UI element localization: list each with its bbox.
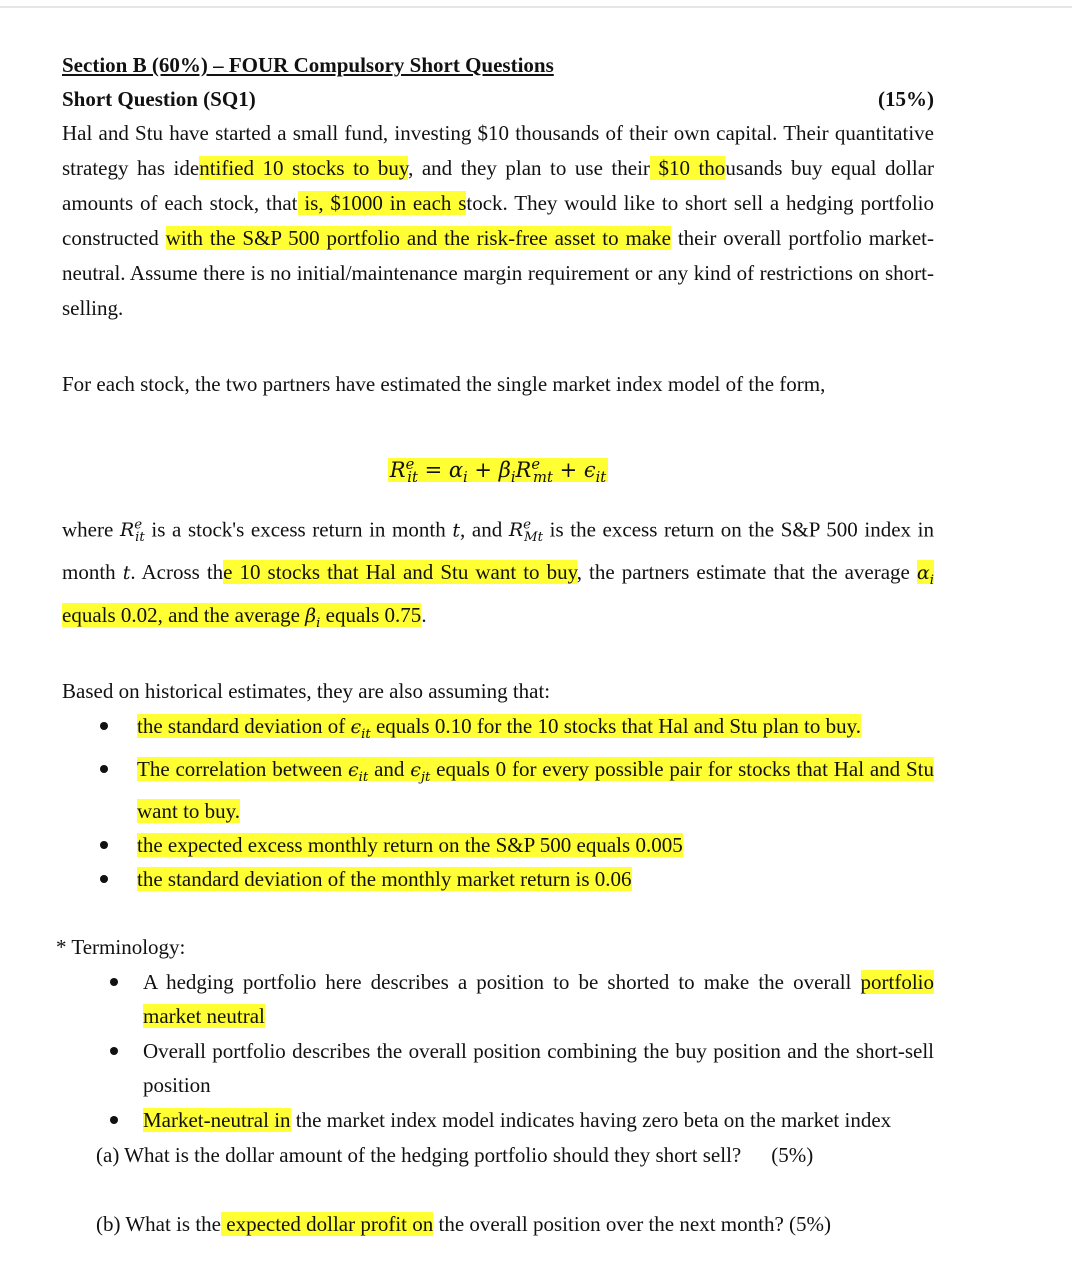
equation-block [62, 435, 934, 495]
model-equation: $R^e_{it} = \alpha_i + \beta_iR^e_{mt} + \epsilon_{it}$ [389, 456, 607, 487]
terminology-list [62, 965, 934, 1137]
top-border [0, 6, 1072, 8]
where-highlight-1: e 10 stocks that Hal and Stu want to buy [223, 560, 577, 585]
list-item: Overall portfolio describes the overall position combining the buy position and the short-sell position [62, 1034, 934, 1102]
bullet-icon [100, 765, 108, 773]
bullet-icon [100, 722, 108, 730]
intro-text-3: usands buy equal dollar amounts of each stock, that [62, 156, 935, 215]
where-highlight-2: $\alpha_i$ equals 0.02, and the average $\beta_i$ equals 0.75 [62, 562, 935, 631]
intro-highlight-4: with the S&P 500 portfolio and the risk-free asset to make [165, 226, 671, 250]
assumptions-list [62, 709, 934, 897]
document-page [56, 48, 935, 1242]
question-a-marks: (5%) [771, 1143, 814, 1168]
intro-highlight-3: is, $1000 in each s [297, 191, 467, 215]
question-header [62, 82, 934, 116]
section-title: Section B (60%) – FOUR Compulsory Short Questions [62, 53, 554, 77]
intro-highlight-2: $10 tho [649, 156, 726, 180]
question-b-highlight: expected dollar profit on [221, 1212, 434, 1237]
bullet-icon [110, 978, 118, 986]
list-item: A hedging portfolio here describes a position to be shorted to make the overall portfolio market neutral [62, 965, 934, 1033]
intro-paragraph [62, 116, 934, 326]
list-item: the standard deviation of the monthly market return is 0.06 [62, 862, 934, 896]
list-item: Market-neutral in the market index model indicates having zero beta on the market index [62, 1103, 934, 1137]
bullet-icon [100, 875, 108, 883]
bullet-icon [110, 1047, 118, 1055]
question-marks: (15%) [878, 87, 934, 111]
where-paragraph: where $R^e_{it}$ is a stock's excess return in month t, and $R^e_{Mt}$ is the excess return on the S&P 500 index in month t. Across the 10 stocks that Hal and Stu want to buy, the partners estimate that the average $\alpha_i$ equals 0.02, and the average $\beta_i$ equals 0.75. [62, 517, 935, 631]
terminology-heading: * Terminology: [56, 935, 186, 960]
intro-text-5: their overall portfolio market-neutral. Assume there is no initial/maintenance margin requirement or any kind of restrictions on short-selling. [62, 226, 935, 320]
intro-text-4: tock. They would like to short sell a hedging portfolio constructed [62, 191, 935, 250]
assumptions-intro: Based on historical estimates, they are also assuming that: [62, 678, 551, 703]
list-item: the expected excess monthly return on the S&P 500 equals 0.005 [62, 828, 934, 862]
intro-text-1: Hal and Stu have started a small fund, investing $10 thousands of their own capital. Their quantitative strategy has ide [62, 121, 934, 180]
model-intro: For each stock, the two partners have estimated the single market index model of the form, [62, 372, 826, 396]
list-item: the standard deviation of $\epsilon_{it}$ equals 0.10 for the 10 stocks that Hal and Stu plan to buy. [62, 709, 934, 752]
question-title: Short Question (SQ1) [62, 87, 256, 111]
bullet-icon [100, 841, 108, 849]
question-b: (b) What is the expected dollar profit on the overall position over the next month? (5%) [96, 1212, 831, 1237]
bullet-icon [110, 1116, 118, 1124]
list-item: The correlation between $\epsilon_{it}$ and $\epsilon_{jt}$ equals 0 for every possible pair for stocks that Hal and Stu want to buy. [62, 752, 934, 829]
intro-text-2: , and they plan to use their [408, 156, 650, 180]
intro-highlight-1: ntified 10 stocks to buy [199, 156, 409, 180]
question-a: (a) What is the dollar amount of the hedging portfolio should they short sell? (5%) [96, 1143, 814, 1168]
